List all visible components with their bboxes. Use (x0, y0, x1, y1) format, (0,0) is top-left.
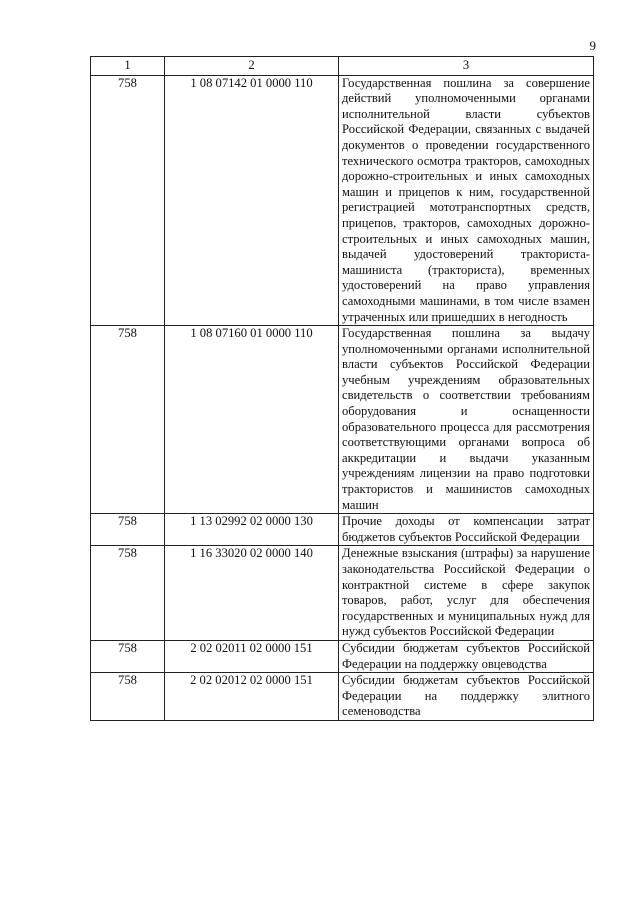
revenue-code-cell: 2 02 02011 02 0000 151 (165, 640, 339, 672)
admin-code-cell: 758 (91, 514, 165, 546)
table-row (91, 75, 594, 326)
admin-code-cell: 758 (91, 326, 165, 514)
table-row (91, 673, 594, 721)
revenue-name-cell: Государственная пошлина за совершение действий уполномоченными органами исполнительной власти субъектов Российской Федерации, связанных с выдачей документов о проведении государственного технического осмотра тракторов, самоходных дорожно-строительных и иных самоходных машин и прицепов к ним, государственной регистрацией мототранспортных средств, прицепов, тракторов, самоходных дорожно-строительных и иных самоходных машин, выдачей удостоверений тракториста-машиниста (тракториста), временных удостоверений на право управления самоходными машинами, в том числе взамен утраченных или пришедших в негодность (339, 75, 594, 326)
revenue-name-cell: Государственная пошлина за выдачу уполномоченными органами исполнительной власти субъектов Российской Федерации учебным учреждениям образовательных свидетельств о соответствии требованиям оборудования и оснащенности образовательного процесса для рассмотрения соответствующими органами вопроса об аккредитации и выдачи указанным учреждениям лицензии на право подготовки трактористов и машинистов самоходных машин (339, 326, 594, 514)
header-col-2: 2 (165, 57, 339, 76)
table-row (91, 514, 594, 546)
admin-code-cell: 758 (91, 546, 165, 641)
table-header-row (91, 57, 594, 76)
page-number: 9 (589, 38, 596, 53)
header-col-3: 3 (339, 57, 594, 76)
admin-code-cell: 758 (91, 640, 165, 672)
table-row (91, 546, 594, 641)
table-row (91, 640, 594, 672)
admin-code-cell: 758 (91, 75, 165, 326)
revenue-codes-table (90, 56, 594, 721)
revenue-code-cell: 2 02 02012 02 0000 151 (165, 673, 339, 721)
revenue-name-cell: Субсидии бюджетам субъектов Российской Федерации на поддержку элитного семеноводства (339, 673, 594, 721)
table-row (91, 326, 594, 514)
revenue-name-cell: Субсидии бюджетам субъектов Российской Федерации на поддержку овцеводства (339, 640, 594, 672)
revenue-code-cell: 1 13 02992 02 0000 130 (165, 514, 339, 546)
admin-code-cell: 758 (91, 673, 165, 721)
header-col-1: 1 (91, 57, 165, 76)
revenue-code-cell: 1 16 33020 02 0000 140 (165, 546, 339, 641)
revenue-code-cell: 1 08 07142 01 0000 110 (165, 75, 339, 326)
revenue-name-cell: Денежные взыскания (штрафы) за нарушение законодательства Российской Федерации о контрактной системе в сфере закупок товаров, работ, услуг для обеспечения государственных и муниципальных нужд для нужд субъектов Российской Федерации (339, 546, 594, 641)
revenue-code-cell: 1 08 07160 01 0000 110 (165, 326, 339, 514)
revenue-name-cell: Прочие доходы от компенсации затрат бюджетов субъектов Российской Федерации (339, 514, 594, 546)
